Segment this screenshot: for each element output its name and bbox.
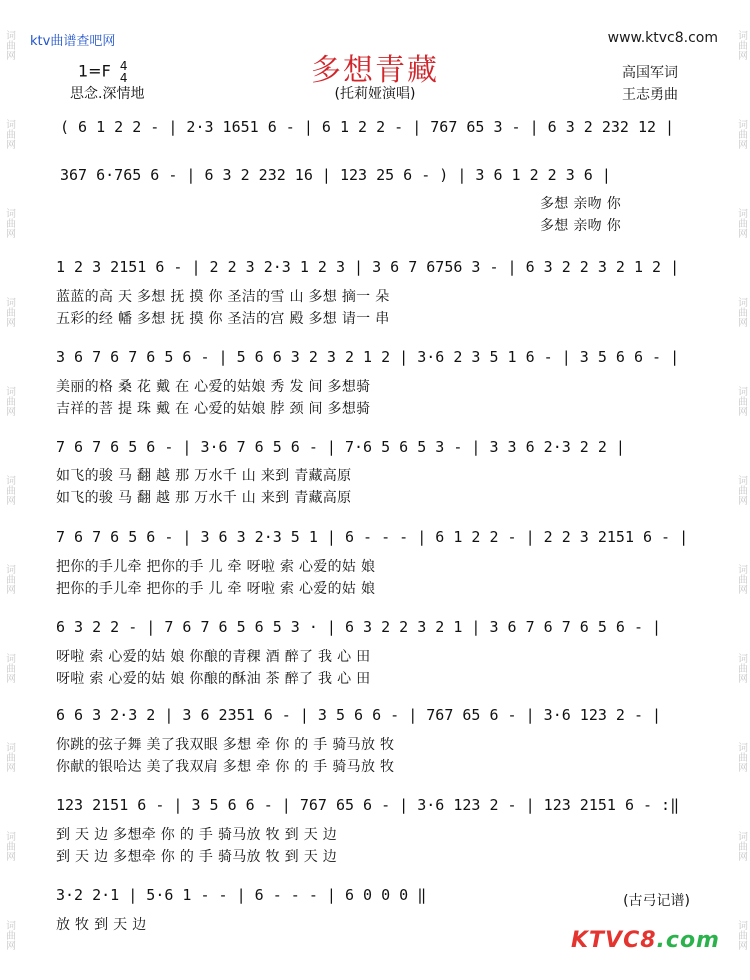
lyrics-row-8-verse-1: 你跳的弦子舞 美了我双眼 多想 牵 你 的 手 骑马放 牧 xyxy=(56,737,395,753)
lyrics-row-7-verse-2: 呀啦 索 心爱的姑 娘 你酿的酥油 茶 醉了 我 心 田 xyxy=(56,671,371,687)
watermark-text: 词曲网 xyxy=(3,207,15,238)
ktvc8-logo xyxy=(571,928,720,953)
watermark-text: 词曲网 xyxy=(735,474,747,505)
singer-credit: (托莉娅演唱) xyxy=(334,86,416,102)
music-row-6: 7 6 7 6 5 6 - | 3 6 3 2·3 5 1 | 6 - - - | 6 1 2 2 - | 2 2 3 2151 6 - | xyxy=(56,528,689,546)
site-url[interactable]: www.ktvc8.com xyxy=(607,30,718,46)
lyrics-row-9-verse-1: 到 天 边 多想牵 你 的 手 骑马放 牧 到 天 边 xyxy=(56,827,338,843)
lyrics-row-5-verse-1: 如飞的骏 马 翻 越 那 万水千 山 来到 青藏高原 xyxy=(56,468,352,484)
key-signature xyxy=(78,60,128,84)
lyrics-row-8-verse-2: 你献的银哈达 美了我双肩 多想 牵 你 的 手 骑马放 牧 xyxy=(56,759,395,775)
time-signature-top: 4 xyxy=(119,59,128,73)
lyrics-row-2-verse-2: 多想 亲吻 你 xyxy=(540,218,621,234)
watermark-text: 词曲网 xyxy=(735,831,747,862)
lyrics-row-10-verse-1: 放 牧 到 天 边 xyxy=(56,917,147,933)
watermark-text: 词曲网 xyxy=(735,653,747,684)
watermark-text: 词曲网 xyxy=(3,920,15,951)
lyrics-row-7-verse-1: 呀啦 索 心爱的姑 娘 你酿的青稞 酒 醉了 我 心 田 xyxy=(56,649,371,665)
lyrics-row-4-verse-2: 吉祥的菩 提 珠 戴 在 心爱的姑娘 脖 颈 间 多想骑 xyxy=(56,401,371,417)
performance-mood: 思念.深情地 xyxy=(70,86,145,102)
lyrics-row-9-verse-2: 到 天 边 多想牵 你 的 手 骑马放 牧 到 天 边 xyxy=(56,849,338,865)
lyricist-credit: 高国军词 xyxy=(622,65,678,81)
music-row-2: 367 6·765 6 - | 6 3 2 232 16 | 123 25 6 - ) | 3 6 1 2 2 3 6 | xyxy=(60,166,611,184)
watermark-text: 词曲网 xyxy=(3,653,15,684)
lyrics-row-4-verse-1: 美丽的格 桑 花 戴 在 心爱的姑娘 秀 发 间 多想骑 xyxy=(56,379,371,395)
lyrics-row-6-verse-1: 把你的手儿牵 把你的手 儿 牵 呀啦 索 心爱的姑 娘 xyxy=(56,559,376,575)
composer-credit: 王志勇曲 xyxy=(622,87,678,103)
right-watermark-column xyxy=(734,0,748,980)
lyrics-row-3-verse-1: 蓝蓝的高 天 多想 抚 摸 你 圣洁的雪 山 多想 摘一 朵 xyxy=(56,289,390,305)
watermark-text: 词曲网 xyxy=(735,920,747,951)
site-name[interactable]: ktv曲谱查吧网 xyxy=(30,34,116,49)
music-row-7: 6 3 2 2 - | 7 6 7 6 5 6 5 3 · | 6 3 2 2 3 2 1 | 3 6 7 6 7 6 5 6 - | xyxy=(56,618,662,636)
music-row-3: 1 2 3 2151 6 - | 2 2 3 2·3 1 2 3 | 3 6 7 6756 3 - | 6 3 2 2 3 2 1 2 | xyxy=(56,258,680,276)
left-watermark-column xyxy=(2,0,16,980)
music-row-8: 6 6 3 2·3 2 | 3 6 2351 6 - | 3 5 6 6 - | 767 65 6 - | 3·6 123 2 - | xyxy=(56,706,662,724)
watermark-text: 词曲网 xyxy=(735,207,747,238)
lyrics-row-6-verse-2: 把你的手儿牵 把你的手 儿 牵 呀啦 索 心爱的姑 娘 xyxy=(56,581,376,597)
logo-com: com xyxy=(665,928,720,953)
music-row-5: 7 6 7 6 5 6 - | 3·6 7 6 5 6 - | 7·6 5 6 5 3 - | 3 3 6 2·3 2 2 | xyxy=(56,438,625,456)
watermark-text: 词曲网 xyxy=(3,742,15,773)
lyrics-row-3-verse-2: 五彩的经 幡 多想 抚 摸 你 圣洁的宫 殿 多想 请一 串 xyxy=(56,311,390,327)
watermark-text: 词曲网 xyxy=(3,831,15,862)
watermark-text: 词曲网 xyxy=(3,29,15,60)
transcriber-credit: (古弓记谱) xyxy=(623,893,690,909)
watermark-text: 词曲网 xyxy=(3,296,15,327)
watermark-text: 词曲网 xyxy=(735,118,747,149)
watermark-text: 词曲网 xyxy=(3,385,15,416)
watermark-text: 词曲网 xyxy=(735,385,747,416)
time-signature-bottom: 4 xyxy=(119,71,128,85)
logo-ktv: KTV xyxy=(571,928,624,953)
logo-dot: . xyxy=(656,928,666,953)
watermark-text: 词曲网 xyxy=(3,474,15,505)
watermark-text: 词曲网 xyxy=(735,564,747,594)
lyrics-row-5-verse-2: 如飞的骏 马 翻 越 那 万水千 山 来到 青藏高原 xyxy=(56,490,352,506)
watermark-text: 词曲网 xyxy=(735,296,747,327)
watermark-text: 词曲网 xyxy=(3,118,15,149)
key-label: 1=F xyxy=(78,61,111,81)
music-row-1: ( 6 1 2 2 - | 2·3 1651 6 - | 6 1 2 2 - | 767 65 3 - | 6 3 2 232 12 | xyxy=(60,118,675,136)
watermark-text: 词曲网 xyxy=(3,564,15,594)
music-row-10: 3·2 2·1 | 5·6 1 - - | 6 - - - | 6 0 0 0 ‖ xyxy=(56,886,427,904)
logo-c8: C8 xyxy=(623,928,657,953)
music-row-9: 123 2151 6 - | 3 5 6 6 - | 767 65 6 - | 3·6 123 2 - | 123 2151 6 - :‖ xyxy=(56,796,680,814)
time-signature xyxy=(120,60,128,84)
song-title: 多想青藏 xyxy=(311,53,439,88)
watermark-text: 词曲网 xyxy=(735,742,747,773)
watermark-text: 词曲网 xyxy=(735,29,747,60)
music-row-4: 3 6 7 6 7 6 5 6 - | 5 6 6 3 2 3 2 1 2 | 3·6 2 3 5 1 6 - | 3 5 6 6 - | xyxy=(56,348,680,366)
lyrics-row-2-verse-1: 多想 亲吻 你 xyxy=(540,196,621,212)
